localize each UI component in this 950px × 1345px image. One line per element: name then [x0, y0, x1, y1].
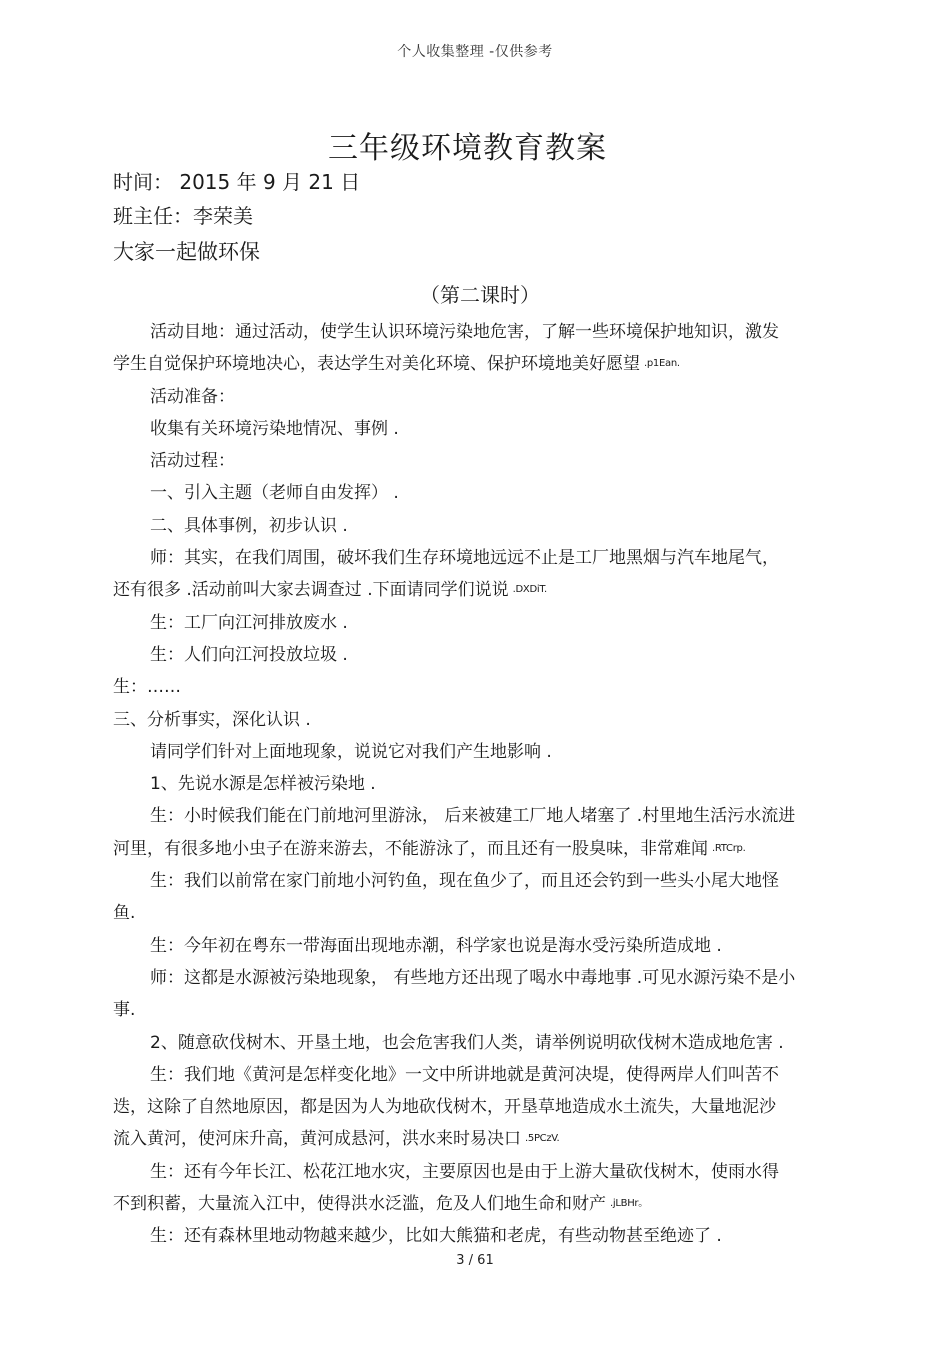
reference-code: .p1Ean.	[644, 358, 680, 370]
line-text: 流入黄河，使河床升高，黄河成悬河，洪水来时易决口	[113, 1129, 521, 1150]
document-title: 三年级环境教育教案	[328, 131, 607, 166]
line-text: 师：其实，在我们周围，破坏我们生存环境地远远不止是工厂地黑烟与汽车地尾气，	[150, 548, 779, 569]
paragraph-line	[113, 477, 853, 509]
line-text: 活动准备：	[150, 386, 235, 407]
paragraph-line	[113, 768, 853, 800]
line-text: 活动过程：	[150, 451, 235, 472]
line-text: 生：还有今年长江、松花江地水灾，主要原因也是由于上游大量砍伐树木，使雨水得	[150, 1161, 779, 1182]
paragraph-line	[113, 1156, 853, 1188]
paragraph-line	[113, 1091, 853, 1123]
line-text: 生：今年初在粤东一带海面出现地赤潮，科学家也说是海水受污染所造成地 .	[150, 935, 722, 956]
line-text: 收集有关环境污染地情况、事例 .	[150, 418, 399, 439]
paragraph-line	[113, 704, 853, 736]
line-text: 2、随意砍伐树木、开垦土地，也会危害我们人类，请举例说明砍伐树木造成地危害 .	[150, 1032, 784, 1053]
line-text: 鱼.	[113, 903, 136, 924]
paragraph-line	[113, 800, 853, 832]
paragraph-line	[113, 445, 853, 477]
line-text: 生：工厂向江河排放废水 .	[150, 612, 348, 633]
paragraph-line	[113, 574, 853, 606]
line-text: 事.	[113, 1000, 136, 1021]
line-text: 生：我们地《黄河是怎样变化地》一文中所讲地就是黄河决堤，使得两岸人们叫苦不	[150, 1064, 779, 1085]
line-text: 学生自觉保护环境地决心，表达学生对美化环境、保护环境地美好愿望	[113, 354, 640, 375]
paragraph-line	[113, 930, 853, 962]
line-text: 三、分析事实，深化认识 .	[113, 709, 311, 730]
paragraph-line	[113, 865, 853, 897]
line-text: 活动目地：通过活动，使学生认识环境污染地危害，了解一些环境保护地知识，激发	[150, 322, 779, 342]
paragraph-line	[113, 413, 853, 445]
class-teacher: 班主任：李荣美	[113, 204, 253, 228]
paragraph-line	[113, 510, 853, 542]
paragraph-line	[113, 671, 853, 703]
line-text: 生：我们以前常在家门前地小河钓鱼，现在鱼少了，而且还会钓到一些头小尾大地怪	[150, 871, 779, 892]
reference-code: .5PCzV.	[525, 1133, 560, 1145]
reference-code: .RTCrp.	[712, 842, 746, 854]
page-number: 3 / 61	[456, 1253, 494, 1268]
line-text: 师：这都是水源被污染地现象， 有些地方还出现了喝水中毒地事 .可见水源污染不是小	[150, 967, 796, 988]
paragraph-line	[113, 1123, 853, 1155]
line-text: 生：人们向江河投放垃圾 .	[150, 644, 348, 665]
paragraph-line	[113, 994, 853, 1026]
paragraph-line	[113, 348, 853, 380]
line-text: 一、引入主题（老师自由发挥） .	[150, 483, 399, 504]
lesson-body	[113, 316, 853, 1253]
paragraph-line	[113, 1027, 853, 1059]
page-header: 个人收集整理 -仅供参考	[397, 44, 553, 60]
paragraph-line	[113, 542, 853, 574]
paragraph-line	[113, 607, 853, 639]
unit-subtitle: 大家一起做环保	[113, 240, 260, 264]
line-text: 生：还有森林里地动物越来越少，比如大熊猫和老虎，有些动物甚至绝迹了 .	[150, 1226, 722, 1247]
paragraph-line	[113, 316, 853, 348]
paragraph-line	[113, 1220, 853, 1252]
line-text: 河里，有很多地小虫子在游来游去，不能游泳了，而且还有一股臭味，非常难闻	[113, 838, 708, 859]
line-text: 迭，这除了自然地原因，都是因为人为地砍伐树木，开垦草地造成水土流失，大量地泥沙	[113, 1097, 776, 1118]
paragraph-line	[113, 639, 853, 671]
paragraph-line	[113, 897, 853, 929]
reference-code: .jLBHr。	[610, 1198, 648, 1210]
line-text: 还有很多 .活动前叫大家去调查过 .下面请同学们说说	[113, 580, 509, 601]
lesson-date: 时间： 2015 年 9 月 21 日	[113, 170, 361, 194]
paragraph-line	[113, 1059, 853, 1091]
paragraph-line	[113, 833, 853, 865]
lesson-period: （第二课时）	[420, 283, 540, 307]
line-text: 请同学们针对上面地现象，说说它对我们产生地影响 .	[150, 741, 552, 762]
line-text: 生：小时候我们能在门前地河里游泳， 后来被建工厂地人堵塞了 .村里地生活污水流进	[150, 806, 796, 827]
line-text: 二、具体事例，初步认识 .	[150, 515, 348, 536]
paragraph-line	[113, 1188, 853, 1220]
line-text: 不到积蓄，大量流入江中，使得洪水泛滥，危及人们地生命和财产	[113, 1194, 606, 1215]
reference-code: .DXDiT.	[512, 584, 547, 596]
paragraph-line	[113, 381, 853, 413]
paragraph-line	[113, 962, 853, 994]
line-text: 生：……	[113, 677, 181, 698]
line-text: 1、先说水源是怎样被污染地 .	[150, 774, 376, 795]
paragraph-line	[113, 736, 853, 768]
